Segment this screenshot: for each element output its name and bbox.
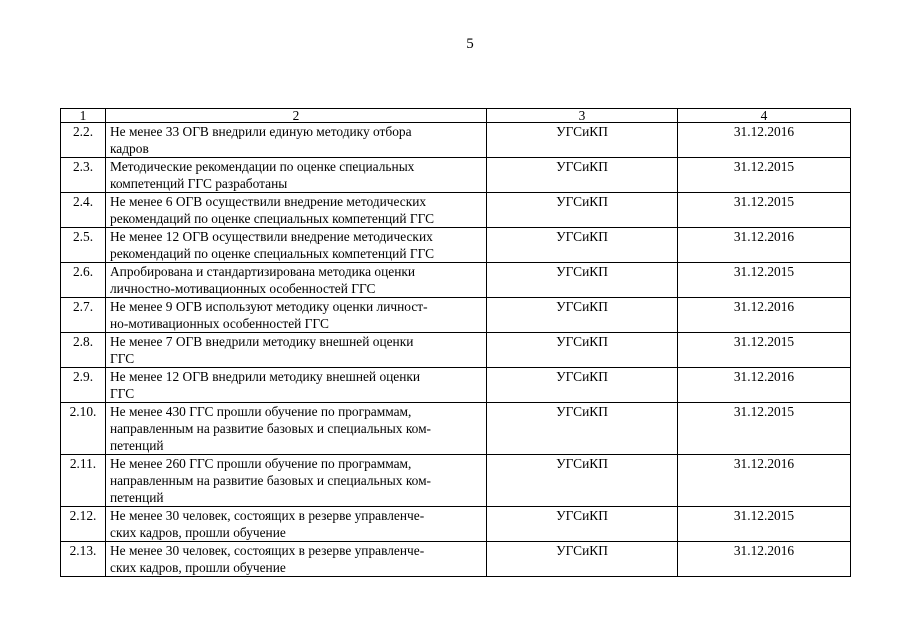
- row-description: [106, 228, 487, 263]
- row-deadline: 31.12.2016: [678, 455, 851, 507]
- row-description: [106, 368, 487, 403]
- description-line: ГГС: [110, 351, 135, 366]
- description-line: Не менее 12 ОГВ внедрили методику внешней оценки: [110, 369, 421, 384]
- row-number: 2.7.: [61, 298, 106, 333]
- row-responsible: УГСиКП: [487, 368, 678, 403]
- description-line: Не менее 12 ОГВ осуществили внедрение методических: [110, 229, 433, 244]
- row-deadline: 31.12.2015: [678, 507, 851, 542]
- description-line: Не менее 30 человек, состоящих в резерве управленче-: [110, 508, 425, 523]
- row-number: 2.8.: [61, 333, 106, 368]
- table-row: [61, 403, 851, 455]
- table-row: [61, 333, 851, 368]
- row-number: 2.13.: [61, 542, 106, 577]
- row-responsible: УГСиКП: [487, 542, 678, 577]
- row-number: 2.6.: [61, 263, 106, 298]
- table-row: [61, 193, 851, 228]
- description-line: петенций: [110, 438, 164, 453]
- row-responsible: УГСиКП: [487, 158, 678, 193]
- description-line: рекомендаций по оценке специальных компетенций ГГС: [110, 246, 435, 261]
- row-description: [106, 455, 487, 507]
- description-line: Не менее 33 ОГВ внедрили единую методику отбора: [110, 124, 412, 139]
- description-line: Не менее 30 человек, состоящих в резерве управленче-: [110, 543, 425, 558]
- row-deadline: 31.12.2016: [678, 228, 851, 263]
- row-description: [106, 333, 487, 368]
- row-deadline: 31.12.2016: [678, 368, 851, 403]
- row-description: [106, 403, 487, 455]
- table-row: [61, 542, 851, 577]
- table-row: [61, 123, 851, 158]
- row-deadline: 31.12.2015: [678, 263, 851, 298]
- description-line: рекомендаций по оценке специальных компетенций ГГС: [110, 211, 435, 226]
- row-number: 2.10.: [61, 403, 106, 455]
- description-line: петенций: [110, 490, 164, 505]
- table-row: [61, 263, 851, 298]
- row-description: [106, 507, 487, 542]
- row-number: 2.11.: [61, 455, 106, 507]
- row-description: [106, 298, 487, 333]
- row-number: 2.2.: [61, 123, 106, 158]
- row-description: [106, 542, 487, 577]
- description-line: направленным на развитие базовых и специальных ком-: [110, 473, 432, 488]
- row-number: 2.4.: [61, 193, 106, 228]
- table-row: [61, 368, 851, 403]
- row-deadline: 31.12.2016: [678, 123, 851, 158]
- description-line: личностно-мотивационных особенностей ГГС: [110, 281, 376, 296]
- row-deadline: 31.12.2015: [678, 193, 851, 228]
- row-deadline: 31.12.2016: [678, 542, 851, 577]
- row-number: 2.3.: [61, 158, 106, 193]
- row-number: 2.12.: [61, 507, 106, 542]
- row-deadline: 31.12.2015: [678, 158, 851, 193]
- column-header-4: 4: [678, 109, 851, 123]
- column-header-3: 3: [487, 109, 678, 123]
- description-line: направленным на развитие базовых и специальных ком-: [110, 421, 432, 436]
- table-row: [61, 228, 851, 263]
- row-description: [106, 158, 487, 193]
- description-line: Апробирована и стандартизирована методика оценки: [110, 264, 416, 279]
- table-row: [61, 455, 851, 507]
- description-line: компетенций ГГС разработаны: [110, 176, 288, 191]
- row-responsible: УГСиКП: [487, 123, 678, 158]
- table-row: [61, 507, 851, 542]
- row-description: [106, 263, 487, 298]
- row-number: 2.9.: [61, 368, 106, 403]
- row-deadline: 31.12.2016: [678, 298, 851, 333]
- row-deadline: 31.12.2015: [678, 403, 851, 455]
- row-responsible: УГСиКП: [487, 455, 678, 507]
- description-line: ских кадров, прошли обучение: [110, 560, 286, 575]
- row-responsible: УГСиКП: [487, 507, 678, 542]
- table-header-row: [61, 109, 851, 123]
- row-responsible: УГСиКП: [487, 333, 678, 368]
- plan-table: [60, 108, 851, 577]
- description-line: Не менее 7 ОГВ внедрили методику внешней оценки: [110, 334, 414, 349]
- description-line: Не менее 430 ГГС прошли обучение по программам,: [110, 404, 412, 419]
- table-body: [61, 123, 851, 577]
- description-line: ГГС: [110, 386, 135, 401]
- row-responsible: УГСиКП: [487, 403, 678, 455]
- row-description: [106, 123, 487, 158]
- description-line: но-мотивационных особенностей ГГС: [110, 316, 329, 331]
- row-responsible: УГСиКП: [487, 193, 678, 228]
- description-line: Методические рекомендации по оценке специальных: [110, 159, 415, 174]
- page-number: 5: [466, 36, 474, 52]
- table-row: [61, 298, 851, 333]
- row-description: [106, 193, 487, 228]
- row-deadline: 31.12.2015: [678, 333, 851, 368]
- row-responsible: УГСиКП: [487, 263, 678, 298]
- column-header-2: 2: [106, 109, 487, 123]
- description-line: Не менее 9 ОГВ используют методику оценки личност-: [110, 299, 428, 314]
- row-responsible: УГСиКП: [487, 298, 678, 333]
- description-line: Не менее 6 ОГВ осуществили внедрение методических: [110, 194, 427, 209]
- row-number: 2.5.: [61, 228, 106, 263]
- description-line: Не менее 260 ГГС прошли обучение по программам,: [110, 456, 412, 471]
- description-line: ских кадров, прошли обучение: [110, 525, 286, 540]
- row-responsible: УГСиКП: [487, 228, 678, 263]
- description-line: кадров: [110, 141, 149, 156]
- column-header-1: 1: [61, 109, 106, 123]
- table-row: [61, 158, 851, 193]
